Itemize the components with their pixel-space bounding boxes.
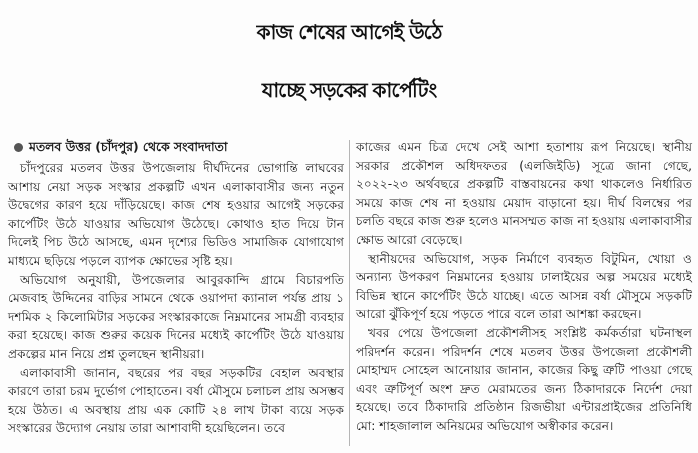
- paragraph: অভিযোগ অনুযায়ী, উপজেলার আবুরকান্দি গ্রামে বিচারপতি মেজবাহ উদ্দিনের বাড়ির সামনে থেকে ওয়াপদা ক্যানাল পর্যন্ত প্রায় ১ দশমিক ২ কিলোমিটার সড়কের সংস্কারকাজে নিম্নমানের সামগ্রী ব্যবহার করা হয়েছে। কাজ শুরুর কয়েক দিনের মধ্যেই কার্পেটিং উঠে যাওয়ায় প্রকল্পের মান নিয়ে প্রশ্ন তুলছেন স্থানীয়রা।: [8, 272, 344, 361]
- byline-text: মতলব উত্তর (চাঁদপুর) থেকে সংবাদদাতা: [29, 139, 228, 154]
- headline-line-1: কাজ শেষের আগেই উঠে: [256, 20, 442, 44]
- paragraph: চাঁদপুরের মতলব উত্তর উপজেলায় দীর্ঘদিনের ভোগান্তি লাঘবের আশায় নেয়া সড়ক সংস্কার প্রকল্পটি এখন এলাকাবাসীর জন্য নতুন উদ্বেগের কারণ হয়ে দাঁড়িয়েছে। কাজ শেষ হওয়ার আগেই সড়কের কার্পেটিং উঠে যাওয়ার অভিযোগ উঠেছে। কোথাও হাত দিয়ে টান দিলেই পিচ উঠে আসছে, এমন দৃশ্যের ভিডিও সামাজিক যোগাযোগ মাধ্যমে ছড়িয়ে পড়লে ব্যাপক ক্ষোভের সৃষ্টি হয়।: [8, 161, 344, 268]
- column-divider: [349, 140, 350, 446]
- article-column-right: [356, 138, 692, 436]
- paragraph: খবর পেয়ে উপজেলা প্রকৌশলীসহ সংশ্লিষ্ট কর্মকর্তারা ঘটনাস্থল পরিদর্শন করেন। পরিদর্শন শেষে মতলব উত্তর উপজেলা প্রকৌশলী মোহাম্মদ সোহেল আনোয়ার জানান, কাজের কিছু ত্রুটি পাওয়া গেছে এবং ত্রুটিপূর্ণ অংশ দ্রুত মেরামতের জন্য ঠিকাদারকে নির্দেশ দেয়া হয়েছে। তবে ঠিকাদারি প্রতিষ্ঠান রিজভীয়া এন্টারপ্রাইজের প্রতিনিধি মো: শাহজালাল অনিয়মের অভিযোগ অস্বীকার করেন।: [356, 325, 692, 433]
- paragraph: স্থানীয়দের অভিযোগ, সড়ক নির্মাণে ব্যবহৃত বিটুমিন, খোয়া ও অন্যান্য উপকরণ নিম্নমানের হওয়ায় ঢালাইয়ের অল্প সময়ের মধ্যেই বিভিন্ন স্থানে কার্পেটিং উঠে যাচ্ছে। এতে আসন্ন বর্ষা মৌসুমে সড়কটি আরো ঝুঁকিপূর্ণ হয়ে পড়তে পারে বলে তারা আশঙ্কা করছেন।: [356, 251, 692, 322]
- headline-line-2: যাচ্ছে সড়কের কার্পেটিং: [261, 78, 437, 102]
- paragraph: এলাকাবাসী জানান, বছরের পর বছর সড়কটির বেহাল অবস্থার কারণে তারা চরম দুর্ভোগ পোহাতেন। বর্ষা মৌসুমে চলাচল প্রায় অসম্ভব হয়ে উঠত। এ অবস্থায় প্রায় এক কোটি ২৪ লাখ টাকা ব্যয়ে সড়ক সংস্কারের উদ্যোগ নেয়ায় তারা আশাবাদী হয়েছিলেন। তবে: [8, 365, 344, 436]
- article-column-left: [8, 138, 344, 438]
- paragraph: কাজের এমন চিত্র দেখে সেই আশা হতাশায় রূপ নিয়েছে। স্থানীয় সরকার প্রকৌশল অধিদফতর (এলজিইডি) সূত্রে জানা গেছে, ২০২২-২৩ অর্থবছরে প্রকল্পটি বাস্তবায়নের কথা থাকলেও নির্ধারিত সময়ে কাজ শেষ না হওয়ায় মেয়াদ বাড়ানো হয়। দীর্ঘ বিলম্বের পর চলতি বছরে কাজ শুরু হলেও মানসম্মত কাজ না হওয়ায় এলাকাবাসীর ক্ষোভ আরো বেড়েছে।: [356, 140, 692, 247]
- bullet-icon: [14, 143, 23, 152]
- byline: [8, 138, 344, 156]
